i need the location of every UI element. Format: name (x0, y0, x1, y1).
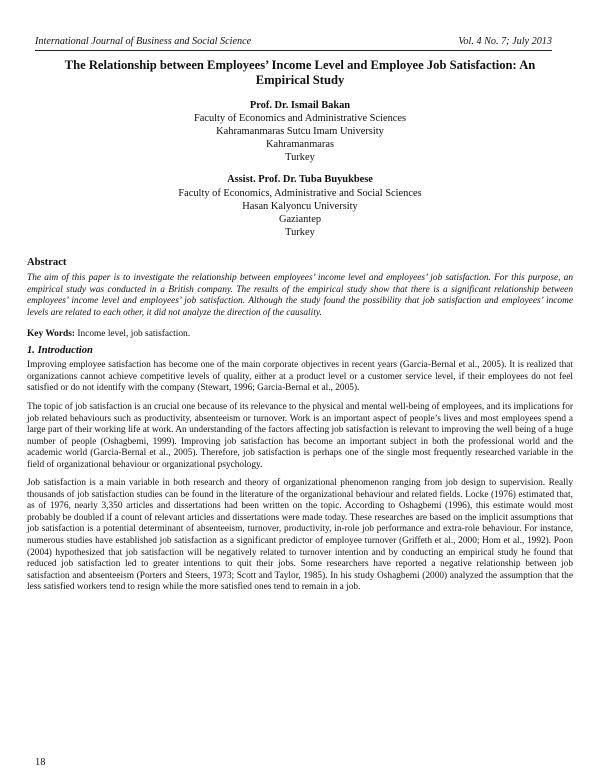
keywords-text: Income level, job satisfaction. (77, 329, 191, 340)
journal-name: International Journal of Business and Social Science (35, 36, 252, 47)
author-affiliation-line: Turkey (285, 152, 315, 164)
author-affiliation-line: Kahramanmaras Sutcu Imam University (216, 126, 384, 138)
running-header (35, 36, 552, 51)
abstract-text: The aim of this paper is to investigate the relationship between employees’ income level and employees’ job satisfaction. For this purpose, an empirical study was conducted in a British company. The results of the empirical study show that there is a significant relationship between employees’ income level and employees’ job satisfaction. Although the study found the possibility that job satisfaction and employees’ income levels are related to each other, it did not analyze the direction of the causality. (27, 272, 573, 318)
keywords-label: Key Words: (27, 329, 76, 340)
author-affiliation-line: Faculty of Economics and Administrative Sciences (193, 113, 407, 125)
author-affiliation-line: Kahramanmaras (265, 139, 335, 151)
author-affiliation-line: Hasan Kalyoncu University (242, 200, 358, 212)
volume-info: Vol. 4 No. 7; July 2013 (458, 36, 552, 47)
page-number: 18 (35, 757, 46, 768)
author-block-2 (27, 173, 573, 238)
author-name: Prof. Dr. Ismail Bakan (249, 100, 351, 111)
author-affiliation-line: Faculty of Economics, Administrative and Social Sciences (178, 187, 422, 199)
keywords (27, 328, 573, 340)
body-paragraph: Improving employee satisfaction has become one of the main corporate objectives in recent years (Garcia-Bernal et al., 2005). It is realized that organizations cannot achieve competitive levels of quality, either at a product level or a customer service level, if their employees do not feel satisfied or do not identify with the company (Stewart, 1996; Garcia-Bernal et al., 2005). (27, 360, 573, 394)
section-heading-introduction: 1. Introduction (27, 345, 93, 357)
body-paragraph: The topic of job satisfaction is an crucial one because of its relevance to the physical and mental well-being of employees, and its implications for job related behaviours such as productivity, absenteeism or turnover. Work is an important aspect of people’s lives and most employees spend a large part of their working life at work. An understanding of the factors affecting job satisfaction is relevant to improving the well being of a huge number of people (Oshagbemi, 1999). Improving job satisfaction has become an important subject in both the professional world and the academic world (Garcia-Bernal et al., 2005). Therefore, job satisfaction is perhaps one of the single most frequently researched variable in the field of organizational behaviour or organizational psychology. (27, 401, 573, 470)
article-title: The Relationship between Employees’ Income Level and Employee Job Satisfaction: An Empirical Study (64, 58, 536, 87)
abstract-heading: Abstract (27, 256, 67, 268)
author-affiliation-line: Turkey (285, 226, 315, 238)
article-content (27, 58, 573, 601)
author-name: Assist. Prof. Dr. Tuba Buyukbese (227, 174, 373, 186)
author-affiliation-line: Gaziantep (278, 213, 322, 225)
author-block-1 (27, 99, 573, 164)
body-paragraph: Job satisfaction is a main variable in both research and theory of organizational phenomenon ranging from job design to supervision. Really thousands of job satisfaction studies can be found in the literature of the organizational behaviour and related fields. Locke (1976) estimated that, as of 1976, nearly 3,350 articles and dissertations had been written on the topic. According to Oshagbemi (1996), this estimate would most probably be doubled if a count of relevant articles and dissertations were made today. These researches are based on the implicit assumptions that job satisfaction is a potential determinant of absenteeism, turnover, productivity, in-role job performance and extra-role behaviour. For instance, numerous studies have established job satisfaction as a significant predictor of employee turnover (Griffeth et al., 2000; Hom et al., 1992). Poon (2004) hypothesized that job satisfaction will be negatively related to turnover intention and by conducting an empirical study he found that reduced job satisfaction led to greater intentions to quit their jobs. Some researchers have reported a negative relationship between job satisfaction and absenteeism (Porters and Steers, 1973; Scott and Taylor, 1985). In his study Oshagbemi (2000) analyzed the assumption that the less satisfied workers tend to resign while the more satisfied ones tend to remain in a job. (27, 478, 573, 593)
